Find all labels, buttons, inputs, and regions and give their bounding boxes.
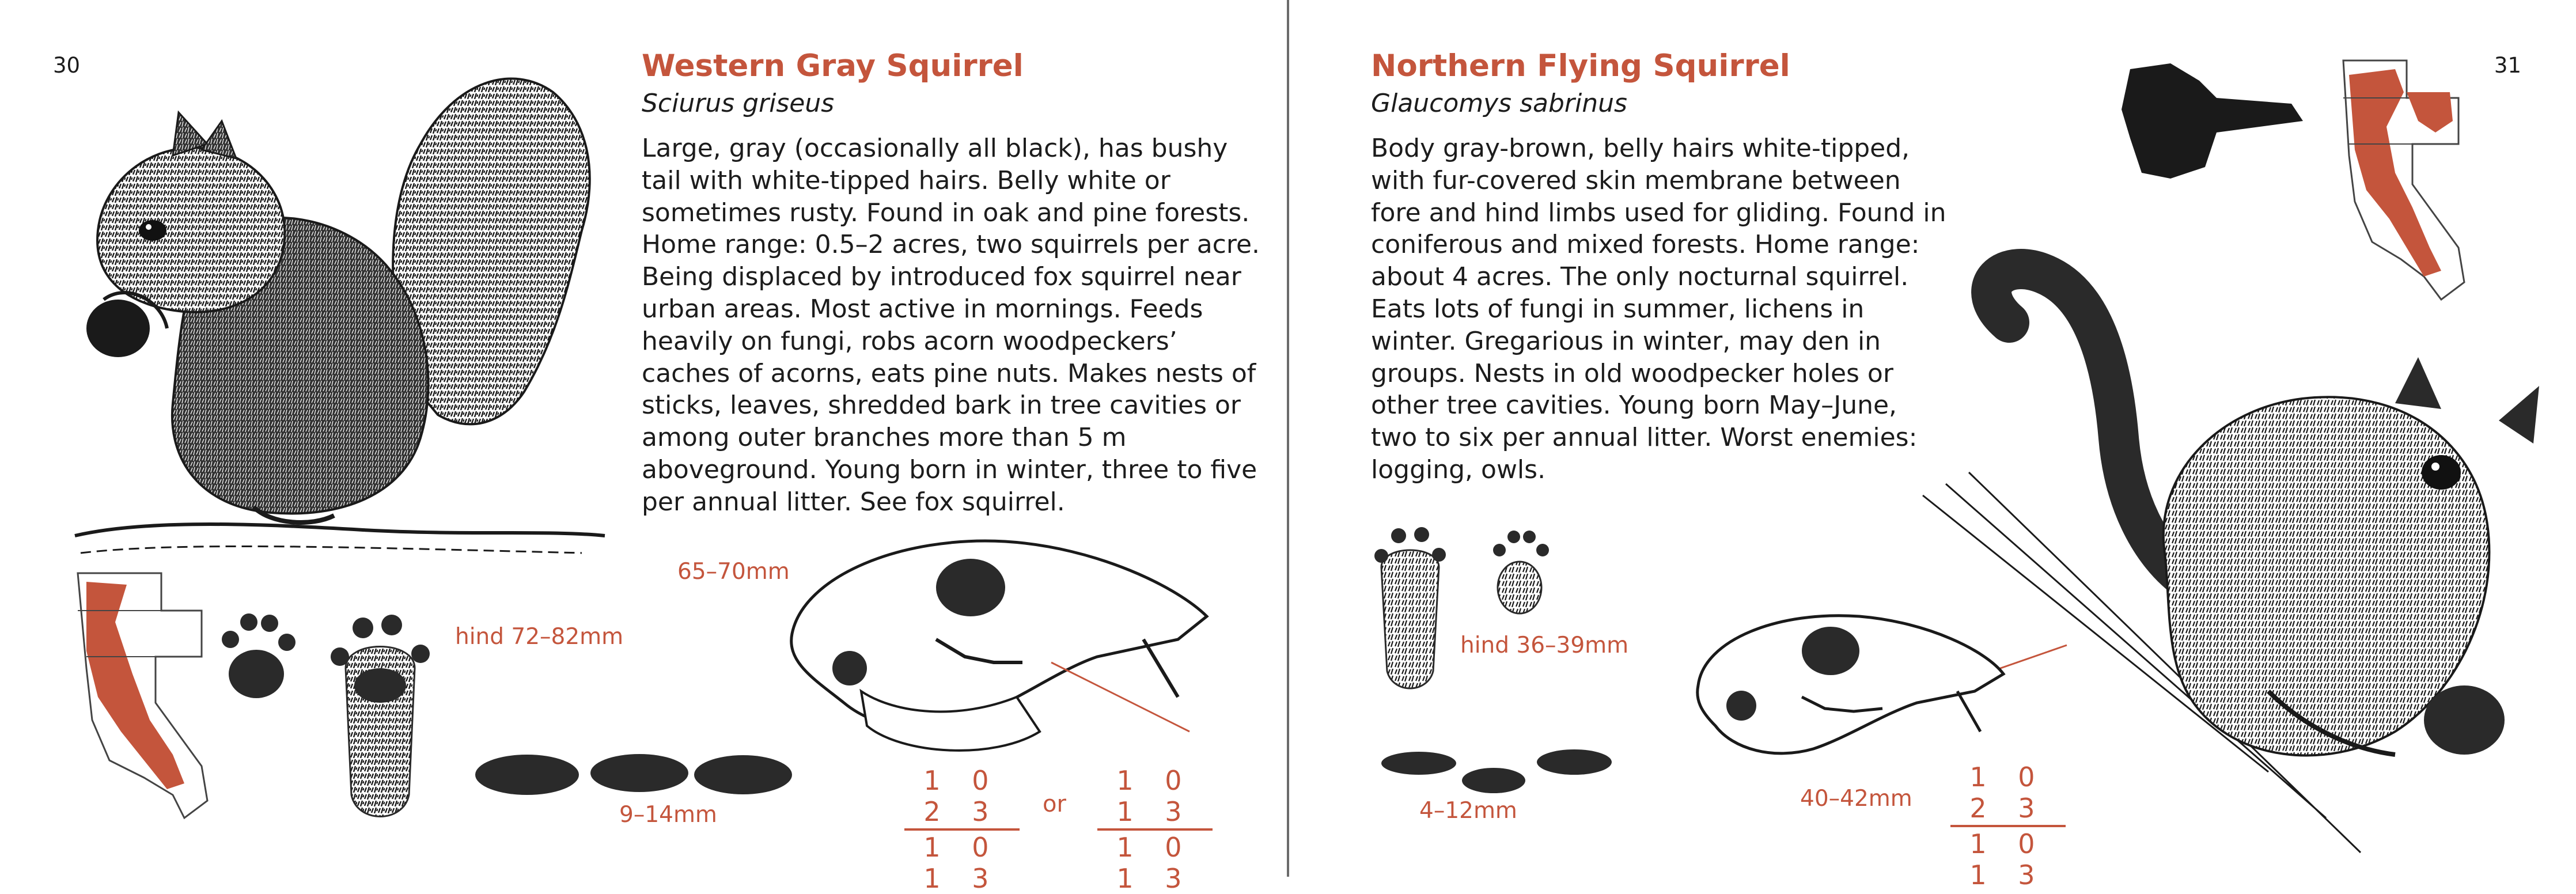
skull-illustration bbox=[1687, 605, 2009, 778]
right-page bbox=[1289, 0, 2576, 891]
hind-track-illustration bbox=[323, 599, 438, 829]
dental-formula-numerator: 1 0 1 3 bbox=[1097, 765, 1213, 831]
front-track-illustration bbox=[1488, 524, 1551, 622]
gray-squirrel-illustration bbox=[63, 58, 616, 576]
hind-track-illustration bbox=[1367, 516, 1453, 700]
scat-size-label: 9–14mm bbox=[619, 802, 717, 828]
skull-size-label: 65–70mm bbox=[677, 559, 790, 585]
species-title: Western Gray Squirrel bbox=[642, 48, 1024, 84]
track-size-label: hind 72–82mm bbox=[455, 624, 624, 650]
scat-size-label: 4–12mm bbox=[1419, 798, 1517, 824]
species-description bbox=[1371, 132, 1947, 486]
dental-formula bbox=[1950, 762, 2066, 891]
skull-size-label: 40–42mm bbox=[1800, 786, 1912, 812]
dental-formula-denominator: 1 0 1 3 bbox=[923, 832, 1001, 894]
range-map bbox=[75, 570, 207, 824]
front-track-illustration bbox=[207, 605, 305, 714]
page-number: 30 bbox=[53, 53, 81, 78]
dental-formula-denominator: 1 0 1 3 bbox=[1969, 828, 2047, 891]
dental-formula-denominator: 1 0 1 3 bbox=[1116, 832, 1194, 894]
left-page bbox=[0, 0, 1287, 894]
gliding-silhouette bbox=[2119, 58, 2309, 184]
species-title: Northern Flying Squirrel bbox=[1371, 48, 1790, 84]
scientific-name: Glaucomys sabrinus bbox=[1371, 89, 1627, 118]
dental-formula-or: or bbox=[1043, 791, 1066, 817]
dental-formula-primary bbox=[904, 765, 1020, 894]
description-text: Body gray-brown, belly hairs white-tipped, with fur-covered skin membrane between fore and hind limbs used for gliding. Found in coniferous and mixed forests. Home range: about 4 acres. The only nocturnal squirrel. Eats lots of fungi in summer, lichens in winter. Gregarious in winter, may den in groups. Nests in old woodpecker holes or other tree cavities. Young born May–June, two to six per annual litter. Worst enemies: logging, owls. bbox=[1371, 134, 1946, 484]
track-size-label: hind 36–39mm bbox=[1460, 632, 1629, 658]
dental-formula-numerator: 1 0 2 3 bbox=[904, 765, 1020, 831]
scat-illustration bbox=[1378, 746, 1615, 804]
page-number: 31 bbox=[2494, 53, 2521, 78]
dental-formula-alternate bbox=[1097, 765, 1213, 894]
skull-illustration bbox=[775, 524, 1218, 766]
dental-formula-numerator: 1 0 2 3 bbox=[1950, 762, 2066, 827]
scat-illustration bbox=[472, 749, 795, 801]
description-text: Large, gray (occasionally all black), has bushy tail with white-tipped hairs. Belly white or sometimes rusty. Found in oak and pine forests. Home range: 0.5–2 acres, two squirrels per acre. Being displaced by introduced fox squirrel near urban areas. Most active in mornings. Feeds heavily on fungi, robs acorn woodpeckers’ caches of acorns, eats pine nuts. Makes nests of sticks, leaves, shredded bark in tree cavities or among outer branches more than 5 m aboveground. Young born in winter, three to five per annual litter. See fox squirrel. bbox=[642, 134, 1260, 517]
species-description bbox=[642, 132, 1264, 518]
scientific-name: Sciurus griseus bbox=[642, 89, 835, 118]
